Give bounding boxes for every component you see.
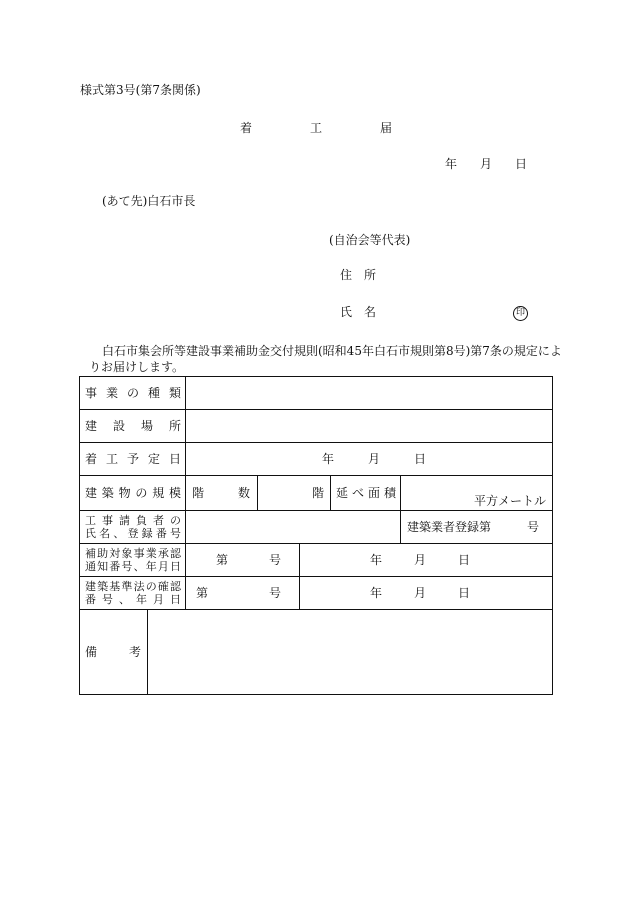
document-title bbox=[240, 121, 392, 135]
start-date-day: 日 bbox=[413, 452, 426, 466]
applicant-name-label: 氏 名 bbox=[340, 305, 377, 319]
row-construction-site bbox=[80, 410, 553, 443]
approval-date-month: 月 bbox=[413, 553, 426, 567]
approval-date-day: 日 bbox=[457, 553, 470, 567]
confirm-number[interactable] bbox=[186, 577, 300, 610]
form-code: 様式第3号(第7条関係) bbox=[80, 83, 201, 97]
label-cell bbox=[80, 511, 186, 544]
start-date-label: 着工予定日 bbox=[85, 452, 181, 466]
body-text-line1: 白石市集会所等建設事業補助金交付規則(昭和45年白石市規則第8号)第7条の規定によ bbox=[102, 344, 562, 358]
label-cell bbox=[80, 577, 186, 610]
remarks-label: 備 考 bbox=[85, 645, 141, 659]
approval-label-line2: 通知番号、年月日 bbox=[85, 560, 181, 573]
label-cell bbox=[80, 544, 186, 577]
applicant-group-label: (自治会等代表) bbox=[329, 233, 411, 247]
label-cell bbox=[80, 476, 186, 511]
construction-site-label: 建設場所 bbox=[85, 419, 181, 433]
floors-unit: 階 bbox=[311, 486, 324, 500]
contractor-value[interactable] bbox=[186, 511, 401, 544]
approval-date-year: 年 bbox=[370, 553, 383, 567]
title-char: 工 bbox=[309, 121, 322, 135]
approval-date-parts bbox=[370, 553, 470, 567]
floor-area-label-cell bbox=[331, 476, 401, 511]
seal-mark: 印 bbox=[513, 306, 528, 321]
floor-area-label: 延べ面積 bbox=[336, 486, 396, 500]
start-date-year: 年 bbox=[322, 452, 335, 466]
body-text-line2: りお届けします。 bbox=[89, 360, 185, 374]
label-cell bbox=[80, 410, 186, 443]
construction-site-value[interactable] bbox=[186, 410, 553, 443]
start-date-parts bbox=[322, 452, 426, 466]
business-type-value[interactable] bbox=[186, 377, 553, 410]
confirm-date-year: 年 bbox=[370, 586, 383, 600]
applicant-seal bbox=[513, 304, 528, 321]
submission-date bbox=[445, 157, 527, 171]
applicant-address-label: 住 所 bbox=[340, 268, 377, 282]
area-unit: 平方メートル bbox=[474, 494, 547, 508]
remarks-value[interactable] bbox=[148, 610, 553, 695]
confirm-no-prefix: 第 bbox=[196, 586, 209, 600]
title-char: 着 bbox=[240, 121, 253, 135]
date-day: 日 bbox=[514, 157, 527, 171]
floors-label-cell bbox=[186, 476, 258, 511]
confirm-date-day: 日 bbox=[457, 586, 470, 600]
confirm-date-month: 月 bbox=[413, 586, 426, 600]
row-business-type bbox=[80, 377, 553, 410]
row-contractor bbox=[80, 511, 553, 544]
confirm-label-line2: 番号、年月日 bbox=[85, 593, 181, 606]
row-building-confirmation bbox=[80, 577, 553, 610]
date-month: 月 bbox=[479, 157, 492, 171]
date-year: 年 bbox=[445, 157, 458, 171]
floor-area-value[interactable] bbox=[401, 476, 553, 511]
label-cell bbox=[80, 443, 186, 476]
approval-date[interactable] bbox=[300, 544, 553, 577]
contractor-reg: 建築業者登録第 号 bbox=[407, 520, 540, 534]
building-scale-label: 建築物の規模 bbox=[85, 486, 181, 500]
confirm-date[interactable] bbox=[300, 577, 553, 610]
contractor-reg-cell[interactable] bbox=[401, 511, 553, 544]
addressee: (あて先)白石市長 bbox=[102, 194, 196, 208]
row-remarks bbox=[80, 610, 553, 695]
approval-no-prefix: 第 bbox=[216, 553, 229, 567]
confirm-number-parts bbox=[192, 586, 293, 600]
floors-value[interactable] bbox=[258, 476, 331, 511]
title-char: 届 bbox=[379, 121, 392, 135]
business-type-label: 事業の種類 bbox=[85, 386, 181, 400]
label-cell bbox=[80, 610, 148, 695]
approval-label-line1: 補助対象事業承認 bbox=[85, 547, 181, 560]
contractor-label-line1: 工事請負者の bbox=[85, 514, 181, 527]
confirm-no-suffix: 号 bbox=[268, 586, 281, 600]
approval-number[interactable] bbox=[186, 544, 300, 577]
row-start-date bbox=[80, 443, 553, 476]
label-cell bbox=[80, 377, 186, 410]
approval-no-suffix: 号 bbox=[268, 553, 281, 567]
contractor-label-line2: 氏名、登録番号 bbox=[85, 527, 181, 540]
form-table bbox=[79, 376, 553, 695]
floors-label: 階 数 bbox=[192, 486, 250, 500]
approval-number-parts bbox=[192, 553, 293, 567]
confirm-date-parts bbox=[370, 586, 470, 600]
row-approval bbox=[80, 544, 553, 577]
start-date-value[interactable] bbox=[186, 443, 553, 476]
confirm-label-line1: 建築基準法の確認 bbox=[85, 580, 181, 593]
row-building-scale bbox=[80, 476, 553, 511]
start-date-month: 月 bbox=[367, 452, 380, 466]
